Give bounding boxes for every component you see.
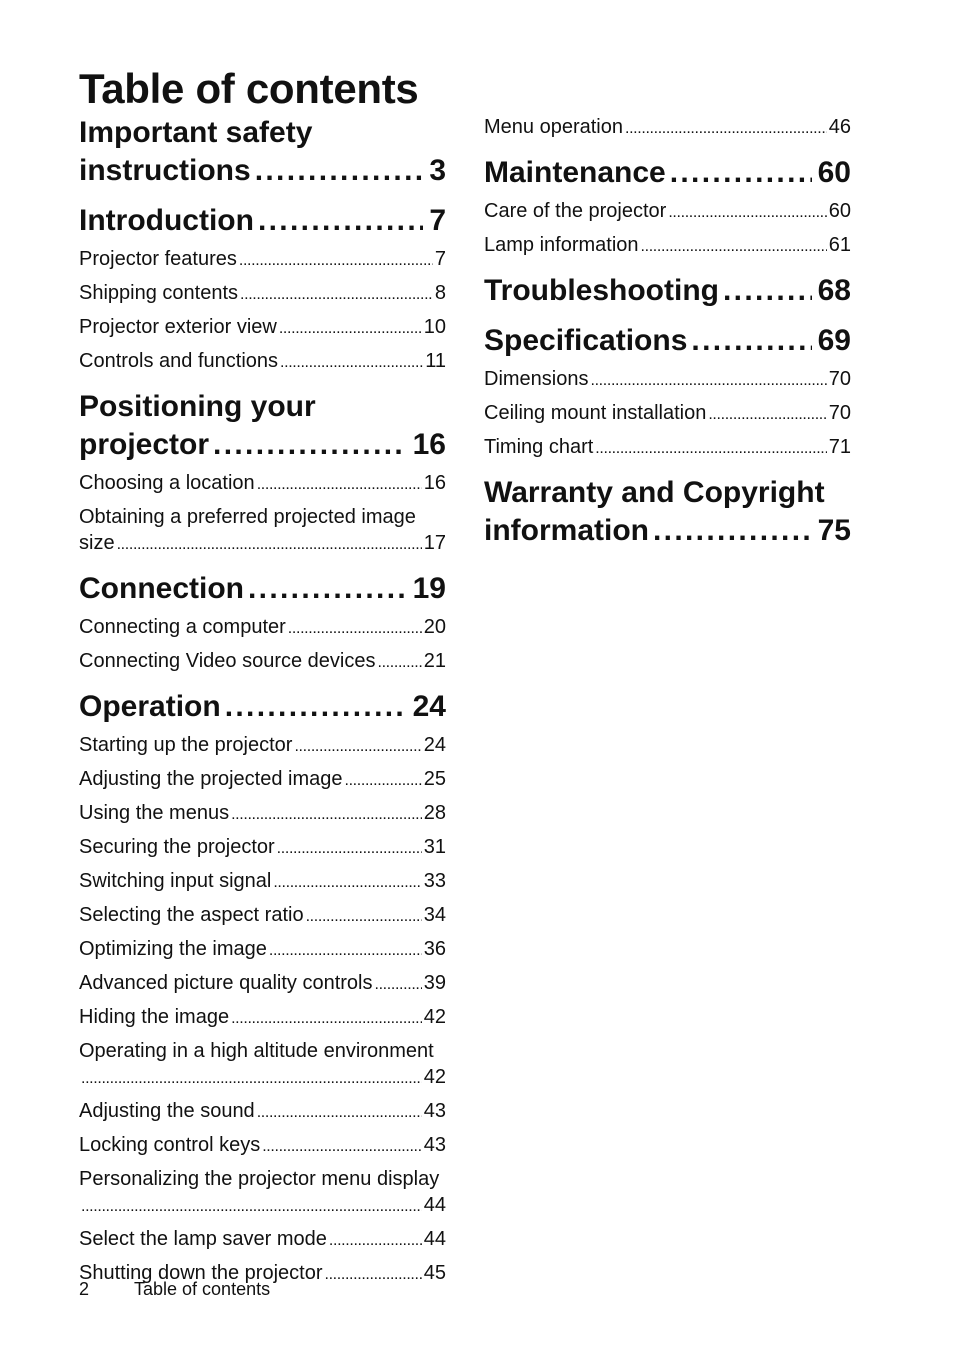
toc-page-number: 21 xyxy=(423,650,446,672)
toc-text: Hiding the image xyxy=(79,1006,230,1028)
toc-text: projector xyxy=(79,428,210,461)
page-title: Table of contents xyxy=(79,65,419,112)
toc-text: Controls and functions xyxy=(79,350,279,372)
toc-text: information xyxy=(484,514,649,547)
toc-page-number: 11 xyxy=(425,350,446,372)
toc-text: Connection xyxy=(79,572,244,605)
dot-leader xyxy=(588,368,826,394)
toc-text: size xyxy=(79,532,115,554)
toc-page-number: 46 xyxy=(828,116,851,138)
toc-text: Introduction xyxy=(79,204,254,237)
toc-page-number: 7 xyxy=(429,204,446,237)
toc-entry-projector-exterior-view[interactable] xyxy=(79,314,446,342)
toc-text-line1: Important safety xyxy=(79,116,313,149)
toc-text: Locking control keys xyxy=(79,1134,261,1156)
dot-leader xyxy=(221,688,407,726)
toc-entry-adjusting-the-projected-image[interactable] xyxy=(79,766,446,794)
toc-entry-securing-the-projector[interactable] xyxy=(79,834,446,862)
toc-page-number: 69 xyxy=(817,324,851,357)
dot-leader xyxy=(251,152,424,190)
toc-text: Menu operation xyxy=(484,116,623,138)
toc-page-number: 36 xyxy=(423,938,446,960)
toc-heading-positioning-your[interactable] xyxy=(79,388,446,464)
toc-text: Specifications xyxy=(484,324,688,357)
toc-entry-menu-operation[interactable] xyxy=(484,114,851,142)
toc-entry-timing-chart[interactable] xyxy=(484,434,851,462)
toc-page-number: 39 xyxy=(423,972,446,994)
dot-leader xyxy=(238,282,433,308)
dot-leader xyxy=(278,350,423,376)
toc-heading-warranty-and-copyright[interactable] xyxy=(484,474,851,550)
dot-leader xyxy=(375,650,421,676)
dot-leader xyxy=(271,870,421,896)
toc-entry-adjusting-the-sound[interactable] xyxy=(79,1098,446,1126)
footer-label: Table of contents xyxy=(134,1279,271,1299)
toc-page-number: 24 xyxy=(423,734,446,756)
dot-leader xyxy=(79,1194,422,1220)
toc-page-number: 20 xyxy=(423,616,446,638)
toc-entry-select-the-lamp-saver-mode[interactable] xyxy=(79,1226,446,1254)
toc-page-number: 60 xyxy=(817,156,851,189)
toc-page-number: 19 xyxy=(412,572,446,605)
toc-page-number: 70 xyxy=(828,368,851,390)
toc-entry-shipping-contents[interactable] xyxy=(79,280,446,308)
toc-page-number: 16 xyxy=(423,472,446,494)
dot-leader xyxy=(666,200,826,226)
toc-text: Connecting Video source devices xyxy=(79,650,376,672)
toc-entry-ceiling-mount-installation[interactable] xyxy=(484,400,851,428)
toc-heading-specifications[interactable] xyxy=(484,322,851,360)
toc-entry-obtaining-a-preferred-projected-image[interactable] xyxy=(79,504,446,558)
toc-heading-important-safety[interactable] xyxy=(79,114,446,190)
toc-text: Dimensions xyxy=(484,368,589,390)
dot-leader xyxy=(719,272,812,310)
toc-page-number: 33 xyxy=(423,870,446,892)
dot-leader xyxy=(323,1262,422,1288)
dot-leader xyxy=(229,802,422,828)
toc-page-number: 16 xyxy=(412,428,446,461)
toc-entry-advanced-picture-quality-controls[interactable] xyxy=(79,970,446,998)
toc-text: Care of the projector xyxy=(484,200,667,222)
toc-text: Lamp information xyxy=(484,234,639,256)
toc-text: Advanced picture quality controls xyxy=(79,972,373,994)
toc-text: Projector exterior view xyxy=(79,316,277,338)
toc-entry-connecting-a-computer[interactable] xyxy=(79,614,446,642)
toc-entry-controls-and-functions[interactable] xyxy=(79,348,446,376)
toc-text: Switching input signal xyxy=(79,870,272,892)
toc-page-number: 10 xyxy=(423,316,446,338)
toc-heading-troubleshooting[interactable] xyxy=(484,272,851,310)
dot-leader xyxy=(115,532,422,558)
dot-leader xyxy=(373,972,422,998)
toc-text: Adjusting the sound xyxy=(79,1100,255,1122)
dot-leader xyxy=(623,116,827,142)
dot-leader xyxy=(237,248,433,274)
toc-text: Selecting the aspect ratio xyxy=(79,904,304,926)
toc-page-number: 61 xyxy=(828,234,851,256)
dot-leader xyxy=(260,1134,422,1160)
dot-leader xyxy=(255,1100,422,1126)
toc-entry-optimizing-the-image[interactable] xyxy=(79,936,446,964)
toc-text: Starting up the projector xyxy=(79,734,293,756)
toc-text: Choosing a location xyxy=(79,472,255,494)
toc-page-number: 44 xyxy=(423,1228,446,1250)
toc-page-number: 31 xyxy=(423,836,446,858)
toc-page-number: 60 xyxy=(828,200,851,222)
toc-page-number: 34 xyxy=(423,904,446,926)
toc-entry-connecting-video-source-devices[interactable] xyxy=(79,648,446,676)
toc-page-number: 44 xyxy=(423,1194,446,1216)
toc-entry-care-of-the-projector[interactable] xyxy=(484,198,851,226)
toc-entry-projector-features[interactable] xyxy=(79,246,446,274)
toc-page-number: 42 xyxy=(423,1066,446,1088)
dot-leader xyxy=(666,154,812,192)
toc-page-number: 8 xyxy=(434,282,446,304)
toc-page-number: 7 xyxy=(434,248,446,270)
dot-leader xyxy=(209,426,407,464)
footer-page-number: 2 xyxy=(79,1279,90,1299)
toc-page-number: 75 xyxy=(817,514,851,547)
toc-text: Shipping contents xyxy=(79,282,239,304)
toc-entry-choosing-a-location[interactable] xyxy=(79,470,446,498)
toc-text: Operation xyxy=(79,690,221,723)
toc-text: Projector features xyxy=(79,248,237,270)
toc-text-line1: Positioning your xyxy=(79,390,316,423)
toc-text: Adjusting the projected image xyxy=(79,768,343,790)
dot-leader xyxy=(267,938,422,964)
toc-page-number: 70 xyxy=(828,402,851,424)
toc-page-number: 71 xyxy=(828,436,851,458)
toc-entry-selecting-the-aspect-ratio[interactable] xyxy=(79,902,446,930)
toc-entry-lamp-information[interactable] xyxy=(484,232,851,260)
toc-text-line1: Obtaining a preferred projected image xyxy=(79,506,416,528)
dot-leader xyxy=(244,570,407,608)
toc-text: Troubleshooting xyxy=(484,274,719,307)
toc-page-number: 43 xyxy=(423,1100,446,1122)
toc-entry-hiding-the-image[interactable] xyxy=(79,1004,446,1032)
toc-heading-introduction[interactable] xyxy=(79,202,446,240)
dot-leader xyxy=(292,734,421,760)
toc-text: Timing chart xyxy=(484,436,594,458)
dot-leader xyxy=(79,1066,422,1092)
dot-leader xyxy=(255,472,422,498)
dot-leader xyxy=(229,1006,422,1032)
dot-leader xyxy=(254,202,423,240)
toc-entry-starting-up-the-projector[interactable] xyxy=(79,732,446,760)
dot-leader xyxy=(593,436,826,462)
toc-text: Connecting a computer xyxy=(79,616,286,638)
toc-text: Securing the projector xyxy=(79,836,275,858)
toc-page-number: 42 xyxy=(423,1006,446,1028)
toc-page-number: 17 xyxy=(423,532,446,554)
toc-text: Select the lamp saver mode xyxy=(79,1228,327,1250)
toc-page-number: 25 xyxy=(423,768,446,790)
toc-entry-operating-in-a-high-altitude-environment[interactable] xyxy=(79,1038,446,1092)
toc-heading-maintenance[interactable] xyxy=(484,154,851,192)
toc-page-number: 43 xyxy=(423,1134,446,1156)
toc-page-number: 24 xyxy=(412,690,446,723)
toc-text-line1: Operating in a high altitude environment xyxy=(79,1040,434,1062)
dot-leader xyxy=(327,1228,422,1254)
toc-entry-using-the-menus[interactable] xyxy=(79,800,446,828)
toc-heading-operation[interactable] xyxy=(79,688,446,726)
toc-page-number: 45 xyxy=(423,1262,446,1284)
dot-leader xyxy=(343,768,422,794)
dot-leader xyxy=(277,316,422,342)
dot-leader xyxy=(706,402,826,428)
toc-text: Shutting down the projector xyxy=(79,1262,323,1284)
toc-text: Using the menus xyxy=(79,802,230,824)
toc-entry-dimensions[interactable] xyxy=(484,366,851,394)
toc-heading-connection[interactable] xyxy=(79,570,446,608)
toc-text: Maintenance xyxy=(484,156,666,189)
toc-left-column xyxy=(79,114,446,1294)
toc-text: Ceiling mount installation xyxy=(484,402,707,424)
toc-entry-locking-control-keys[interactable] xyxy=(79,1132,446,1160)
dot-leader xyxy=(286,616,422,642)
toc-text: instructions xyxy=(79,154,251,187)
toc-page-number: 68 xyxy=(817,274,851,307)
dot-leader xyxy=(275,836,422,862)
toc-text-line1: Warranty and Copyright xyxy=(484,476,825,509)
toc-entry-switching-input-signal[interactable] xyxy=(79,868,446,896)
dot-leader xyxy=(639,234,827,260)
toc-right-column xyxy=(484,114,851,556)
toc-text-line1: Personalizing the projector menu display xyxy=(79,1168,440,1190)
toc-page-number: 28 xyxy=(423,802,446,824)
toc-page-number: 3 xyxy=(429,154,446,187)
toc-entry-personalizing-the-projector-menu-display[interactable] xyxy=(79,1166,446,1220)
dot-leader xyxy=(304,904,422,930)
toc-text: Optimizing the image xyxy=(79,938,267,960)
dot-leader xyxy=(687,322,811,360)
dot-leader xyxy=(649,512,812,550)
